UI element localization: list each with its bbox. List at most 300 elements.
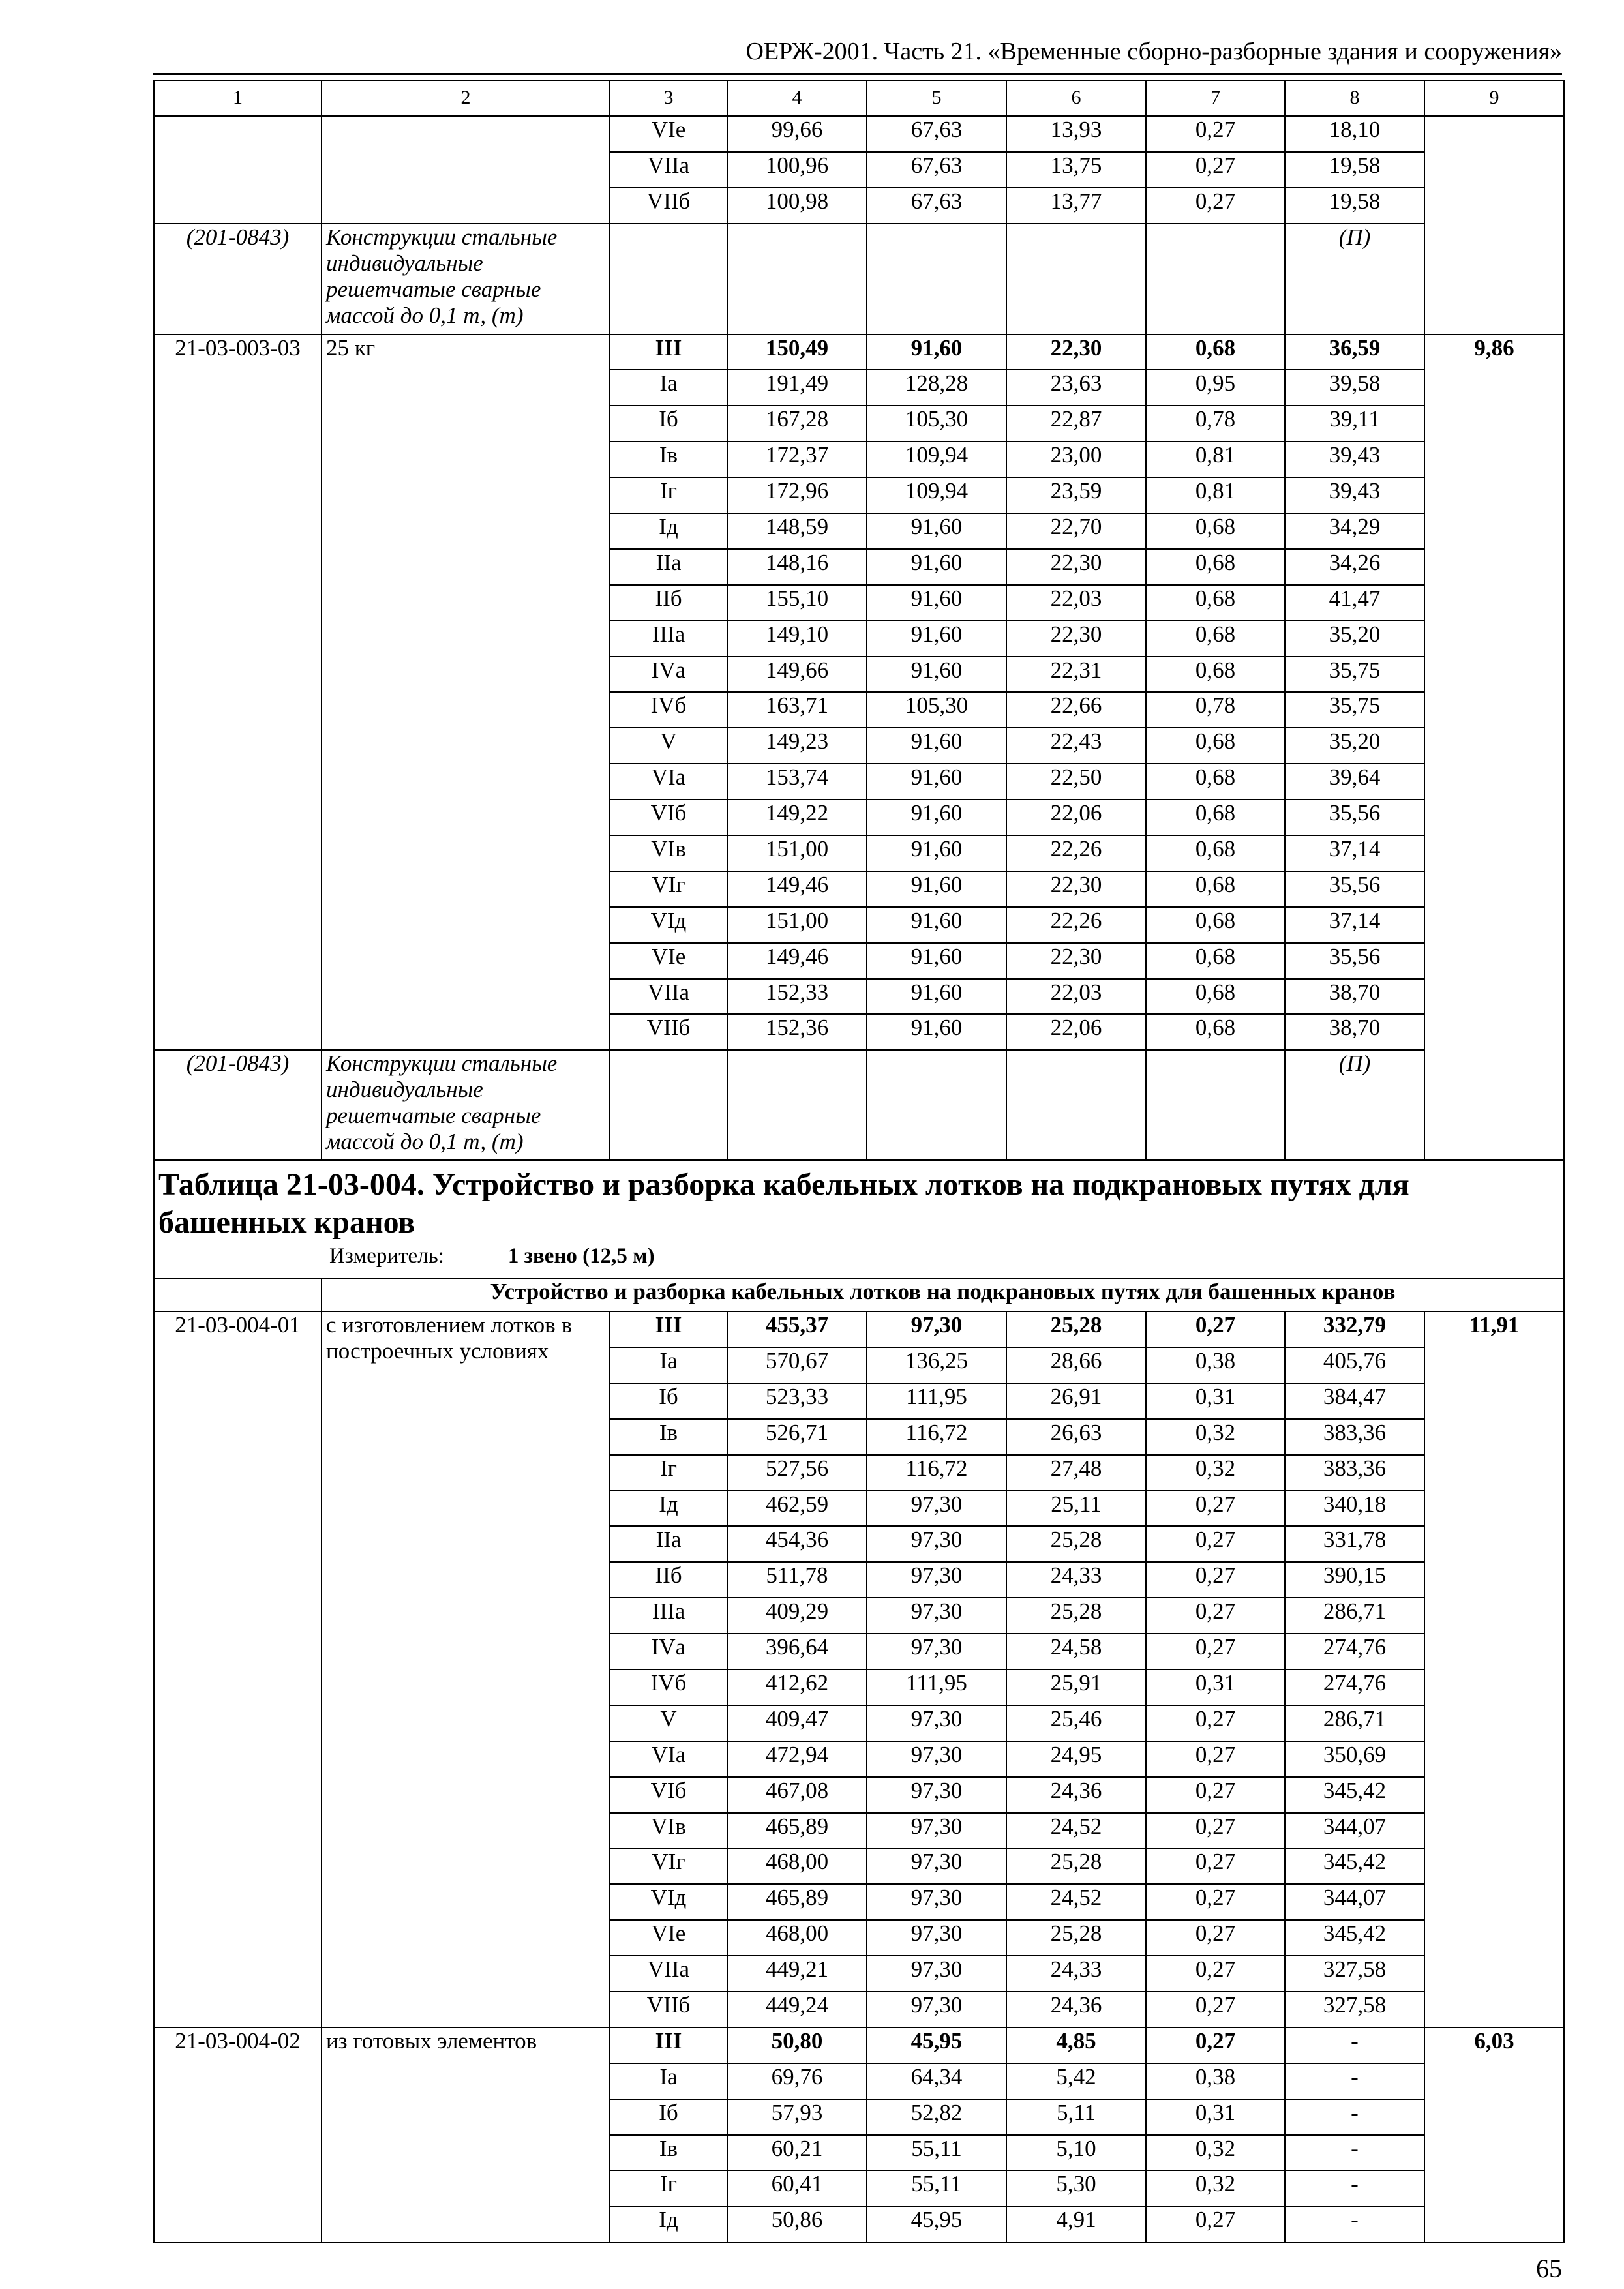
code-cell — [154, 116, 322, 224]
value-cell: 19,58 — [1285, 152, 1424, 188]
value-cell: 0,31 — [1146, 1383, 1285, 1419]
value-cell: 383,36 — [1285, 1455, 1424, 1491]
value-cell: 18,10 — [1285, 116, 1424, 152]
value-cell: 149,46 — [727, 871, 867, 907]
value-cell: 0,27 — [1146, 2206, 1285, 2243]
value-cell: 25,11 — [1006, 1491, 1146, 1527]
value-cell: 390,15 — [1285, 1562, 1424, 1598]
zone-cell: Iд — [610, 1491, 727, 1527]
value-cell: 472,94 — [727, 1741, 867, 1777]
value-cell: 152,36 — [727, 1014, 867, 1050]
row-code: 21-03-004-02 — [154, 2027, 322, 2243]
zone-cell: IVб — [610, 1669, 727, 1705]
value-cell: 286,71 — [1285, 1598, 1424, 1634]
value-cell: 149,10 — [727, 621, 867, 657]
value-cell: 39,43 — [1285, 441, 1424, 477]
value-cell: 0,78 — [1146, 406, 1285, 441]
zone-cell: IIа — [610, 1526, 727, 1562]
value-cell: 105,30 — [867, 692, 1006, 728]
resource-row — [154, 1050, 1564, 1160]
zone-cell: VIд — [610, 907, 727, 943]
value-cell: 35,56 — [1285, 871, 1424, 907]
zone-cell: IIа — [610, 549, 727, 585]
value-cell: 50,86 — [727, 2206, 867, 2243]
value-cell: 100,96 — [727, 152, 867, 188]
value-cell: 97,30 — [867, 1311, 1006, 1347]
value-cell: 0,27 — [1146, 1526, 1285, 1562]
value-cell: 22,87 — [1006, 406, 1146, 441]
value-cell: 128,28 — [867, 370, 1006, 406]
zone-cell: Iг — [610, 477, 727, 513]
value-cell: 149,46 — [727, 943, 867, 979]
value-cell: 91,60 — [867, 585, 1006, 621]
value-cell: 148,59 — [727, 513, 867, 549]
value-cell: 344,07 — [1285, 1884, 1424, 1920]
value-cell: 67,63 — [867, 116, 1006, 152]
value-cell: 35,75 — [1285, 692, 1424, 728]
value-cell: 405,76 — [1285, 1347, 1424, 1383]
value-cell: 22,30 — [1006, 871, 1146, 907]
value-cell: - — [1285, 2063, 1424, 2099]
value-cell: 35,75 — [1285, 657, 1424, 693]
value-cell: 97,30 — [867, 1562, 1006, 1598]
value-cell: 64,34 — [867, 2063, 1006, 2099]
value-cell: 0,32 — [1146, 1419, 1285, 1455]
resource-flag: (П) — [1285, 1050, 1424, 1160]
value-cell: 28,66 — [1006, 1347, 1146, 1383]
zone-cell: Iб — [610, 1383, 727, 1419]
value-cell: 412,62 — [727, 1669, 867, 1705]
value-cell: 163,71 — [727, 692, 867, 728]
zone-cell: Iг — [610, 1455, 727, 1491]
value-cell: 35,56 — [1285, 943, 1424, 979]
value-cell: - — [1285, 2135, 1424, 2171]
value-cell: 0,68 — [1146, 835, 1285, 871]
column-number: 6 — [1006, 80, 1146, 116]
value-cell: 45,95 — [867, 2027, 1006, 2063]
value-cell: 39,43 — [1285, 477, 1424, 513]
table-title — [154, 1160, 1564, 1278]
value-cell: 67,63 — [867, 188, 1006, 224]
value-cell: 39,64 — [1285, 764, 1424, 800]
value-cell: 91,60 — [867, 979, 1006, 1015]
zone-cell: VIIб — [610, 1014, 727, 1050]
value-cell: 97,30 — [867, 1634, 1006, 1669]
value-cell: 0,68 — [1146, 907, 1285, 943]
value-cell: 148,16 — [727, 549, 867, 585]
value-cell: 55,11 — [867, 2170, 1006, 2206]
value-cell: 55,11 — [867, 2135, 1006, 2171]
zone-cell: VIе — [610, 943, 727, 979]
value-cell: 45,95 — [867, 2206, 1006, 2243]
value-cell: 172,37 — [727, 441, 867, 477]
value-cell: 35,20 — [1285, 621, 1424, 657]
value-cell: 0,27 — [1146, 1705, 1285, 1741]
value-cell: - — [1285, 2206, 1424, 2243]
zone-cell: III — [610, 1311, 727, 1347]
value-cell: 50,80 — [727, 2027, 867, 2063]
zone-cell: IVб — [610, 692, 727, 728]
value-cell: 91,60 — [867, 657, 1006, 693]
value-cell: 0,27 — [1146, 1813, 1285, 1849]
resource-row — [154, 224, 1564, 335]
value-cell: 25,28 — [1006, 1598, 1146, 1634]
value-cell: 60,21 — [727, 2135, 867, 2171]
zone-cell: Iг — [610, 2170, 727, 2206]
total-cell: 9,86 — [1424, 335, 1564, 1161]
table-row — [154, 1311, 1564, 1347]
zone-cell: VIIб — [610, 188, 727, 224]
value-cell: 149,22 — [727, 800, 867, 835]
value-cell: 286,71 — [1285, 1705, 1424, 1741]
row-code: 21-03-004-01 — [154, 1311, 322, 2027]
zone-cell: VIIа — [610, 152, 727, 188]
column-number: 7 — [1146, 80, 1285, 116]
value-cell: 0,68 — [1146, 728, 1285, 764]
value-cell: 97,30 — [867, 1598, 1006, 1634]
table-row — [154, 2027, 1564, 2063]
value-cell: 91,60 — [867, 549, 1006, 585]
value-cell: 99,66 — [727, 116, 867, 152]
value-cell: 0,68 — [1146, 800, 1285, 835]
zone-cell: IVа — [610, 1634, 727, 1669]
value-cell: 0,32 — [1146, 2135, 1285, 2171]
value-cell: 97,30 — [867, 1526, 1006, 1562]
column-number: 9 — [1424, 80, 1564, 116]
value-cell: 35,20 — [1285, 728, 1424, 764]
value-cell: 0,38 — [1146, 2063, 1285, 2099]
value-cell: 153,74 — [727, 764, 867, 800]
value-cell: 24,33 — [1006, 1956, 1146, 1992]
value-cell: 24,36 — [1006, 1992, 1146, 2027]
value-cell: 37,14 — [1285, 835, 1424, 871]
value-cell: 39,58 — [1285, 370, 1424, 406]
value-cell: 116,72 — [867, 1455, 1006, 1491]
value-cell: 22,50 — [1006, 764, 1146, 800]
total-cell: 6,03 — [1424, 2027, 1564, 2243]
value-cell: - — [1285, 2099, 1424, 2135]
value-cell: 0,68 — [1146, 585, 1285, 621]
value-cell: 97,30 — [867, 1491, 1006, 1527]
value-cell: 24,36 — [1006, 1777, 1146, 1813]
value-cell: 0,95 — [1146, 370, 1285, 406]
value-cell: 25,91 — [1006, 1669, 1146, 1705]
value-cell: 409,29 — [727, 1598, 867, 1634]
zone-cell: VIб — [610, 800, 727, 835]
value-cell: 23,63 — [1006, 370, 1146, 406]
zone-cell: VIа — [610, 764, 727, 800]
zone-cell: IIб — [610, 1562, 727, 1598]
zone-cell: VIг — [610, 871, 727, 907]
value-cell: 22,70 — [1006, 513, 1146, 549]
rates-table — [153, 80, 1565, 2243]
zone-cell: VIб — [610, 1777, 727, 1813]
zone-cell: IIIа — [610, 1598, 727, 1634]
col9-cell — [1424, 116, 1564, 335]
value-cell: 69,76 — [727, 2063, 867, 2099]
value-cell: 383,36 — [1285, 1419, 1424, 1455]
value-cell: 91,60 — [867, 764, 1006, 800]
value-cell: 25,28 — [1006, 1920, 1146, 1956]
value-cell: 468,00 — [727, 1848, 867, 1884]
zone-cell: VIа — [610, 1741, 727, 1777]
zone-cell: Iд — [610, 2206, 727, 2243]
zone-cell: VIг — [610, 1848, 727, 1884]
value-cell: 0,27 — [1146, 1598, 1285, 1634]
value-cell: 13,75 — [1006, 152, 1146, 188]
value-cell: 0,27 — [1146, 1491, 1285, 1527]
value-cell: 0,81 — [1146, 441, 1285, 477]
zone-cell: V — [610, 728, 727, 764]
value-cell: 38,70 — [1285, 979, 1424, 1015]
value-cell: 57,93 — [727, 2099, 867, 2135]
resource-code: (201-0843) — [154, 224, 322, 335]
value-cell: 465,89 — [727, 1813, 867, 1849]
value-cell: 91,60 — [867, 621, 1006, 657]
zone-cell: IIб — [610, 585, 727, 621]
value-cell: 19,58 — [1285, 188, 1424, 224]
value-cell: 35,56 — [1285, 800, 1424, 835]
resource-flag: (П) — [1285, 224, 1424, 335]
value-cell: 22,30 — [1006, 943, 1146, 979]
value-cell: 151,00 — [727, 835, 867, 871]
value-cell: 23,59 — [1006, 477, 1146, 513]
value-cell: 52,82 — [867, 2099, 1006, 2135]
value-cell: 0,68 — [1146, 764, 1285, 800]
value-cell: 526,71 — [727, 1419, 867, 1455]
zone-cell: VIе — [610, 116, 727, 152]
value-cell: 0,27 — [1146, 1848, 1285, 1884]
value-cell: 0,68 — [1146, 979, 1285, 1015]
value-cell: 22,03 — [1006, 585, 1146, 621]
value-cell: - — [1285, 2027, 1424, 2063]
zone-cell: III — [610, 335, 727, 370]
value-cell: 0,27 — [1146, 1311, 1285, 1347]
value-cell: 34,26 — [1285, 549, 1424, 585]
value-cell: 4,85 — [1006, 2027, 1146, 2063]
value-cell: 5,42 — [1006, 2063, 1146, 2099]
value-cell: 0,32 — [1146, 2170, 1285, 2206]
value-cell: 0,68 — [1146, 621, 1285, 657]
value-cell: 0,27 — [1146, 2027, 1285, 2063]
value-cell: 24,52 — [1006, 1884, 1146, 1920]
value-cell: 4,91 — [1006, 2206, 1146, 2243]
value-cell: 41,47 — [1285, 585, 1424, 621]
value-cell: 39,11 — [1285, 406, 1424, 441]
value-cell: 0,78 — [1146, 692, 1285, 728]
value-cell: 109,94 — [867, 477, 1006, 513]
value-cell: 0,32 — [1146, 1455, 1285, 1491]
value-cell: - — [1285, 2170, 1424, 2206]
value-cell: 22,26 — [1006, 835, 1146, 871]
zone-cell: VIIа — [610, 1956, 727, 1992]
value-cell: 22,31 — [1006, 657, 1146, 693]
resource-code: (201-0843) — [154, 1050, 322, 1160]
value-cell: 449,24 — [727, 1992, 867, 2027]
value-cell: 327,58 — [1285, 1992, 1424, 2027]
value-cell: 0,27 — [1146, 116, 1285, 152]
column-number: 5 — [867, 80, 1006, 116]
value-cell: 27,48 — [1006, 1455, 1146, 1491]
value-cell: 60,41 — [727, 2170, 867, 2206]
value-cell: 97,30 — [867, 1884, 1006, 1920]
value-cell: 111,95 — [867, 1383, 1006, 1419]
value-cell: 22,30 — [1006, 621, 1146, 657]
value-cell: 0,27 — [1146, 1562, 1285, 1598]
value-cell: 0,68 — [1146, 871, 1285, 907]
column-number: 3 — [610, 80, 727, 116]
value-cell: 345,42 — [1285, 1848, 1424, 1884]
value-cell: 25,46 — [1006, 1705, 1146, 1741]
value-cell: 24,33 — [1006, 1562, 1146, 1598]
value-cell: 116,72 — [867, 1419, 1006, 1455]
value-cell: 13,93 — [1006, 116, 1146, 152]
value-cell: 26,91 — [1006, 1383, 1146, 1419]
zone-cell: VIIб — [610, 1992, 727, 2027]
value-cell: 449,21 — [727, 1956, 867, 1992]
value-cell: 331,78 — [1285, 1526, 1424, 1562]
value-cell: 5,30 — [1006, 2170, 1146, 2206]
value-cell: 151,00 — [727, 907, 867, 943]
value-cell: 36,59 — [1285, 335, 1424, 370]
value-cell: 0,68 — [1146, 335, 1285, 370]
value-cell: 150,49 — [727, 335, 867, 370]
zone-cell: Iв — [610, 2135, 727, 2171]
zone-cell: VIв — [610, 835, 727, 871]
value-cell: 91,60 — [867, 1014, 1006, 1050]
value-cell: 97,30 — [867, 1741, 1006, 1777]
value-cell: 0,27 — [1146, 1920, 1285, 1956]
value-cell: 0,27 — [1146, 1777, 1285, 1813]
value-cell: 0,68 — [1146, 513, 1285, 549]
zone-cell: Iб — [610, 406, 727, 441]
row-code: 21-03-003-03 — [154, 335, 322, 1051]
value-cell: 24,52 — [1006, 1813, 1146, 1849]
zone-cell: Iа — [610, 1347, 727, 1383]
value-cell: 527,56 — [727, 1455, 867, 1491]
value-cell: 91,60 — [867, 871, 1006, 907]
value-cell: 0,27 — [1146, 1634, 1285, 1669]
value-cell: 332,79 — [1285, 1311, 1424, 1347]
value-cell: 25,28 — [1006, 1526, 1146, 1562]
value-cell: 0,27 — [1146, 1956, 1285, 1992]
zone-cell: Iд — [610, 513, 727, 549]
value-cell: 97,30 — [867, 1920, 1006, 1956]
table-title-row — [154, 1160, 1564, 1278]
value-cell: 149,23 — [727, 728, 867, 764]
value-cell: 167,28 — [727, 406, 867, 441]
value-cell: 97,30 — [867, 1705, 1006, 1741]
value-cell: 91,60 — [867, 907, 1006, 943]
zone-cell: IIIа — [610, 621, 727, 657]
measure-line — [158, 1242, 1559, 1270]
value-cell: 91,60 — [867, 835, 1006, 871]
value-cell: 25,28 — [1006, 1848, 1146, 1884]
value-cell: 13,77 — [1006, 188, 1146, 224]
value-cell: 340,18 — [1285, 1491, 1424, 1527]
section-row — [154, 1278, 1564, 1312]
row-name: из готовых элементов — [322, 2027, 610, 2243]
value-cell: 152,33 — [727, 979, 867, 1015]
value-cell: 0,81 — [1146, 477, 1285, 513]
value-cell: 172,96 — [727, 477, 867, 513]
value-cell: 22,66 — [1006, 692, 1146, 728]
zone-cell: IVа — [610, 657, 727, 693]
value-cell: 91,60 — [867, 335, 1006, 370]
value-cell: 465,89 — [727, 1884, 867, 1920]
running-header: ОЕРЖ-2001. Часть 21. «Временные сборно-разборные здания и сооружения» — [745, 38, 1562, 65]
zone-cell: Iб — [610, 2099, 727, 2135]
value-cell: 384,47 — [1285, 1383, 1424, 1419]
value-cell: 91,60 — [867, 943, 1006, 979]
value-cell: 100,98 — [727, 188, 867, 224]
value-cell: 5,11 — [1006, 2099, 1146, 2135]
value-cell: 91,60 — [867, 728, 1006, 764]
zone-cell: Iа — [610, 370, 727, 406]
value-cell: 570,67 — [727, 1347, 867, 1383]
value-cell: 350,69 — [1285, 1741, 1424, 1777]
value-cell: 38,70 — [1285, 1014, 1424, 1050]
value-cell: 111,95 — [867, 1669, 1006, 1705]
header-rule — [153, 73, 1562, 75]
value-cell: 22,26 — [1006, 907, 1146, 943]
value-cell: 523,33 — [727, 1383, 867, 1419]
value-cell: 26,63 — [1006, 1419, 1146, 1455]
row-name: с изготовлением лотков в построечных условиях — [322, 1311, 610, 2027]
zone-cell: Iа — [610, 2063, 727, 2099]
name-cell — [322, 116, 610, 224]
total-cell: 11,91 — [1424, 1311, 1564, 2027]
value-cell: 344,07 — [1285, 1813, 1424, 1849]
zone-cell: VIIа — [610, 979, 727, 1015]
value-cell: 0,68 — [1146, 657, 1285, 693]
value-cell: 22,06 — [1006, 800, 1146, 835]
value-cell: 22,30 — [1006, 549, 1146, 585]
value-cell: 97,30 — [867, 1956, 1006, 1992]
zone-cell: Iв — [610, 441, 727, 477]
section-title: Устройство и разборка кабельных лотков на подкрановых путях для башенных кранов — [322, 1278, 1564, 1312]
table-row — [154, 116, 1564, 152]
value-cell: 37,14 — [1285, 907, 1424, 943]
value-cell: 0,68 — [1146, 943, 1285, 979]
value-cell: 105,30 — [867, 406, 1006, 441]
zone-cell: VIе — [610, 1920, 727, 1956]
value-cell: 22,06 — [1006, 1014, 1146, 1050]
page-number: 65 — [1536, 2254, 1562, 2283]
value-cell: 149,66 — [727, 657, 867, 693]
value-cell: 274,76 — [1285, 1634, 1424, 1669]
value-cell: 0,27 — [1146, 188, 1285, 224]
column-number: 2 — [322, 80, 610, 116]
value-cell: 91,60 — [867, 800, 1006, 835]
value-cell: 5,10 — [1006, 2135, 1146, 2171]
resource-name: Конструкции стальные индивидуальные решетчатые сварные массой до 0,1 т, (т) — [322, 224, 610, 335]
value-cell: 23,00 — [1006, 441, 1146, 477]
value-cell: 0,31 — [1146, 1669, 1285, 1705]
value-cell: 468,00 — [727, 1920, 867, 1956]
value-cell: 0,68 — [1146, 1014, 1285, 1050]
value-cell: 345,42 — [1285, 1777, 1424, 1813]
value-cell: 454,36 — [727, 1526, 867, 1562]
value-cell: 97,30 — [867, 1992, 1006, 2027]
value-cell: 25,28 — [1006, 1311, 1146, 1347]
value-cell: 327,58 — [1285, 1956, 1424, 1992]
value-cell: 109,94 — [867, 441, 1006, 477]
value-cell: 24,58 — [1006, 1634, 1146, 1669]
value-cell: 274,76 — [1285, 1669, 1424, 1705]
value-cell: 191,49 — [727, 370, 867, 406]
zone-cell: V — [610, 1705, 727, 1741]
